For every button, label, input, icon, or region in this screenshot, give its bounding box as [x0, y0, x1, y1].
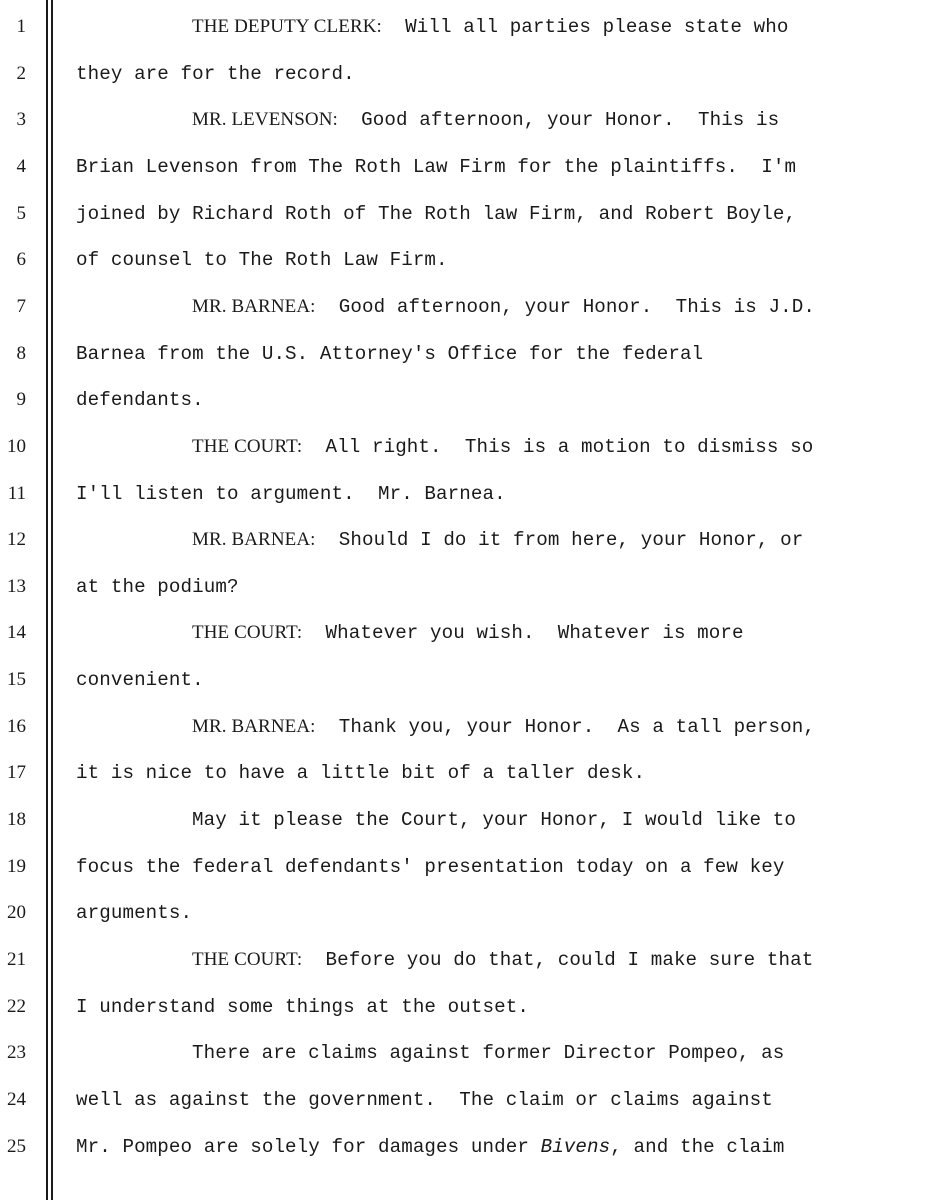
line-text — [76, 64, 355, 84]
line-body: focus the federal defendants' presentation today on a few key — [76, 855, 785, 878]
line-body: Brian Levenson from The Roth Law Firm for the plaintiffs. I'm — [76, 155, 797, 178]
line-body: arguments. — [76, 902, 193, 925]
transcript-line — [0, 51, 925, 97]
line-body: joined by Richard Roth of The Roth law Firm, and Robert Boyle, — [76, 202, 797, 225]
transcript-line — [0, 610, 925, 656]
line-text — [192, 17, 788, 37]
line-body: Before you do that, could I make sure that — [302, 949, 814, 971]
line-number: 19 — [7, 855, 26, 877]
line-number: 15 — [7, 669, 26, 691]
line-text — [76, 1090, 773, 1110]
line-number: 21 — [7, 949, 26, 970]
line-text — [76, 903, 192, 923]
case-name: Bivens — [540, 1135, 611, 1158]
line-number: 18 — [7, 809, 26, 831]
line-number: 4 — [16, 155, 26, 177]
line-number: 25 — [7, 1135, 26, 1157]
transcript-line — [0, 471, 925, 517]
line-body: convenient. — [76, 669, 204, 692]
line-text — [76, 250, 448, 270]
line-text — [192, 810, 796, 830]
line-body: at the podium? — [76, 575, 239, 598]
line-text — [76, 577, 239, 597]
line-text — [192, 1043, 784, 1063]
line-text — [76, 997, 529, 1017]
line-number: 8 — [16, 342, 26, 364]
line-body: Mr. Pompeo are solely for damages under — [76, 1135, 541, 1158]
line-body: Good afternoon, your Honor. This is — [337, 109, 780, 132]
line-body: I'll listen to argument. Mr. Barnea. — [76, 482, 506, 505]
transcript-line — [0, 937, 925, 983]
transcript-line — [0, 1030, 925, 1076]
line-number: 12 — [7, 529, 26, 551]
transcript-line — [0, 517, 925, 563]
line-text — [76, 204, 796, 224]
line-body: Whatever you wish. Whatever is more — [302, 622, 744, 645]
transcript-line — [0, 750, 925, 796]
line-body: May it please the Court, your Honor, I would like to — [192, 809, 796, 832]
line-number: 14 — [7, 622, 26, 644]
line-text — [192, 623, 744, 643]
line-body: Will all parties please state who — [381, 16, 789, 38]
line-number: 5 — [16, 202, 26, 224]
line-body-continued: , and the claim — [610, 1135, 785, 1158]
line-text — [76, 344, 703, 364]
line-number: 23 — [7, 1042, 26, 1064]
speaker-label: THE COURT: — [192, 622, 303, 644]
transcript-line — [0, 97, 925, 143]
line-text — [76, 857, 784, 877]
transcript-line — [0, 424, 925, 470]
line-number: 3 — [16, 109, 26, 131]
transcript-line — [0, 844, 925, 890]
line-text — [192, 437, 813, 457]
line-body: defendants. — [76, 389, 204, 412]
line-text — [192, 717, 815, 737]
line-body: it is nice to have a little bit of a taller desk. — [76, 762, 646, 785]
line-number: 17 — [7, 762, 26, 784]
speaker-label: THE COURT: — [192, 949, 303, 970]
transcript-line — [0, 237, 925, 283]
line-number: 2 — [16, 62, 26, 84]
line-number: 10 — [7, 435, 26, 457]
line-number: 11 — [7, 482, 26, 504]
line-number: 6 — [16, 249, 26, 271]
transcript-line — [0, 704, 925, 750]
transcript-line — [0, 377, 925, 423]
transcript-line — [0, 1077, 925, 1123]
line-text — [192, 110, 779, 130]
line-number: 20 — [7, 902, 26, 924]
line-text — [76, 763, 645, 783]
line-body: well as against the government. The claim or claims against — [76, 1088, 773, 1111]
line-body: of counsel to The Roth Law Firm. — [76, 249, 448, 272]
line-body: Barnea from the U.S. Attorney's Office for the federal — [76, 342, 704, 365]
transcript-line — [0, 1124, 925, 1170]
line-body: All right. This is a motion to dismiss so — [302, 435, 814, 458]
line-number: 9 — [16, 389, 26, 411]
transcript-line — [0, 564, 925, 610]
speaker-label: MR. BARNEA: — [192, 529, 316, 551]
line-number: 24 — [7, 1088, 26, 1110]
transcript-line — [0, 797, 925, 843]
transcript-line — [0, 144, 925, 190]
transcript-line — [0, 4, 925, 50]
line-text — [76, 484, 506, 504]
speaker-label: THE COURT: — [192, 435, 303, 457]
line-text — [76, 1137, 784, 1157]
line-body: they are for the record. — [76, 62, 355, 85]
line-number: 16 — [7, 715, 26, 737]
line-number: 13 — [7, 575, 26, 597]
speaker-label: MR. BARNEA: — [192, 715, 316, 737]
line-body: I understand some things at the outset. — [76, 995, 529, 1018]
line-text — [76, 157, 796, 177]
transcript-line — [0, 657, 925, 703]
line-body: Thank you, your Honor. As a tall person, — [315, 715, 815, 738]
line-text — [192, 297, 815, 317]
transcript-line — [0, 331, 925, 377]
line-text — [76, 390, 204, 410]
transcript-line — [0, 984, 925, 1030]
line-text — [192, 950, 813, 970]
line-text — [192, 530, 803, 550]
line-body: There are claims against former Director Pompeo, as — [192, 1042, 785, 1065]
speaker-label: THE DEPUTY CLERK: — [192, 16, 382, 37]
transcript-line — [0, 191, 925, 237]
line-body: Good afternoon, your Honor. This is J.D. — [315, 295, 815, 318]
line-number: 7 — [16, 295, 26, 317]
line-number: 22 — [7, 995, 26, 1017]
line-text — [76, 670, 204, 690]
speaker-label: MR. BARNEA: — [192, 295, 316, 317]
line-number: 1 — [16, 16, 26, 37]
line-body: Should I do it from here, your Honor, or — [315, 529, 804, 552]
transcript-line — [0, 284, 925, 330]
speaker-label: MR. LEVENSON: — [192, 109, 338, 131]
transcript-line — [0, 890, 925, 936]
